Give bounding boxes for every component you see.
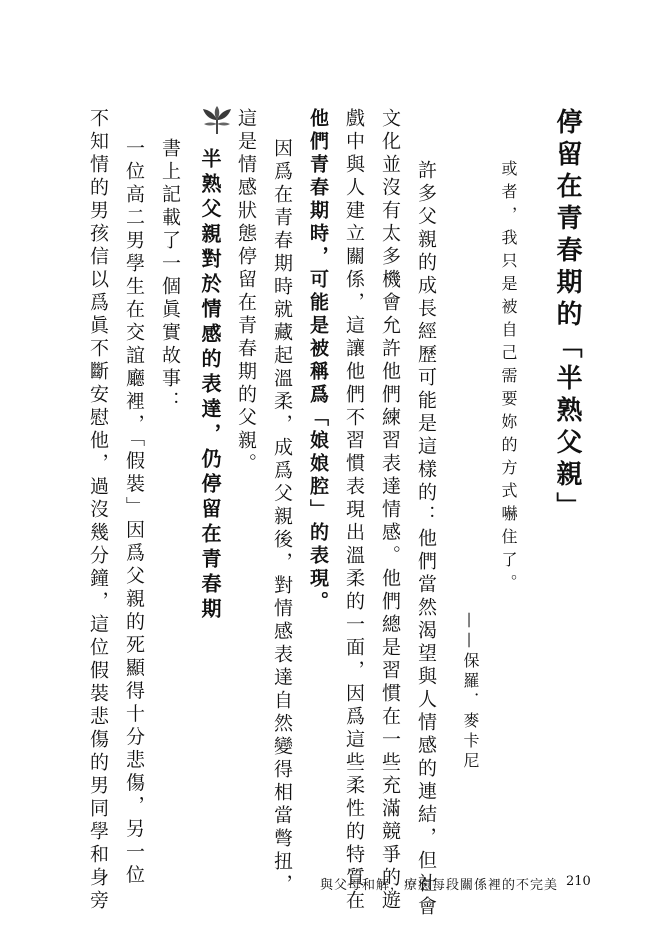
footer-book-title: 與父母和解，療癒每段關係裡的不完美 <box>320 878 559 893</box>
epigraph: 或者，我只是被自己需要妳的方式嚇住了。 <box>499 160 518 597</box>
section-heading: 半熟父親對於情感的表達，仍停留在青春期 <box>198 148 222 623</box>
body-line: 他們青春期時，可能是被稱爲「娘娘腔」的表現。 <box>307 108 329 614</box>
body-line: 一位高二男學生在交誼廳裡，「假裝」因爲父親的死顯得十分悲傷，另一位 <box>123 138 145 888</box>
body-line: 許多父親的成長經歷可能是這樣的：他們當然渴望與人情感的連結，但社會 <box>415 160 437 919</box>
body-line: 這是情感狀態停留在青春期的父親。 <box>235 108 257 476</box>
epigraph-attribution: ——保羅．麥卡尼 <box>461 612 480 772</box>
body-line: 文化並沒有太多機會允許他們練習表達情感。他們總是習慣在一些充滿競爭的遊 <box>379 108 401 913</box>
chapter-title: 停留在青春期的「半熟父親」 <box>552 108 582 524</box>
body-line: 書上記載了一個眞實故事： <box>159 138 181 414</box>
leaf-icon <box>200 104 234 138</box>
body-line: 因爲在青春期時就藏起溫柔，成爲父親後，對情感表達自然變得相當彆扭， <box>271 138 293 897</box>
body-line: 不知情的男孩信以爲眞不斷安慰他，過沒幾分鐘，這位假裝悲傷的男同學和身旁 <box>87 108 109 913</box>
page-number: 210 <box>566 874 591 889</box>
body-line: 戲中與人建立關係，這讓他們不習慣表現出溫柔的一面，因爲這些柔性的特質在 <box>343 108 365 913</box>
